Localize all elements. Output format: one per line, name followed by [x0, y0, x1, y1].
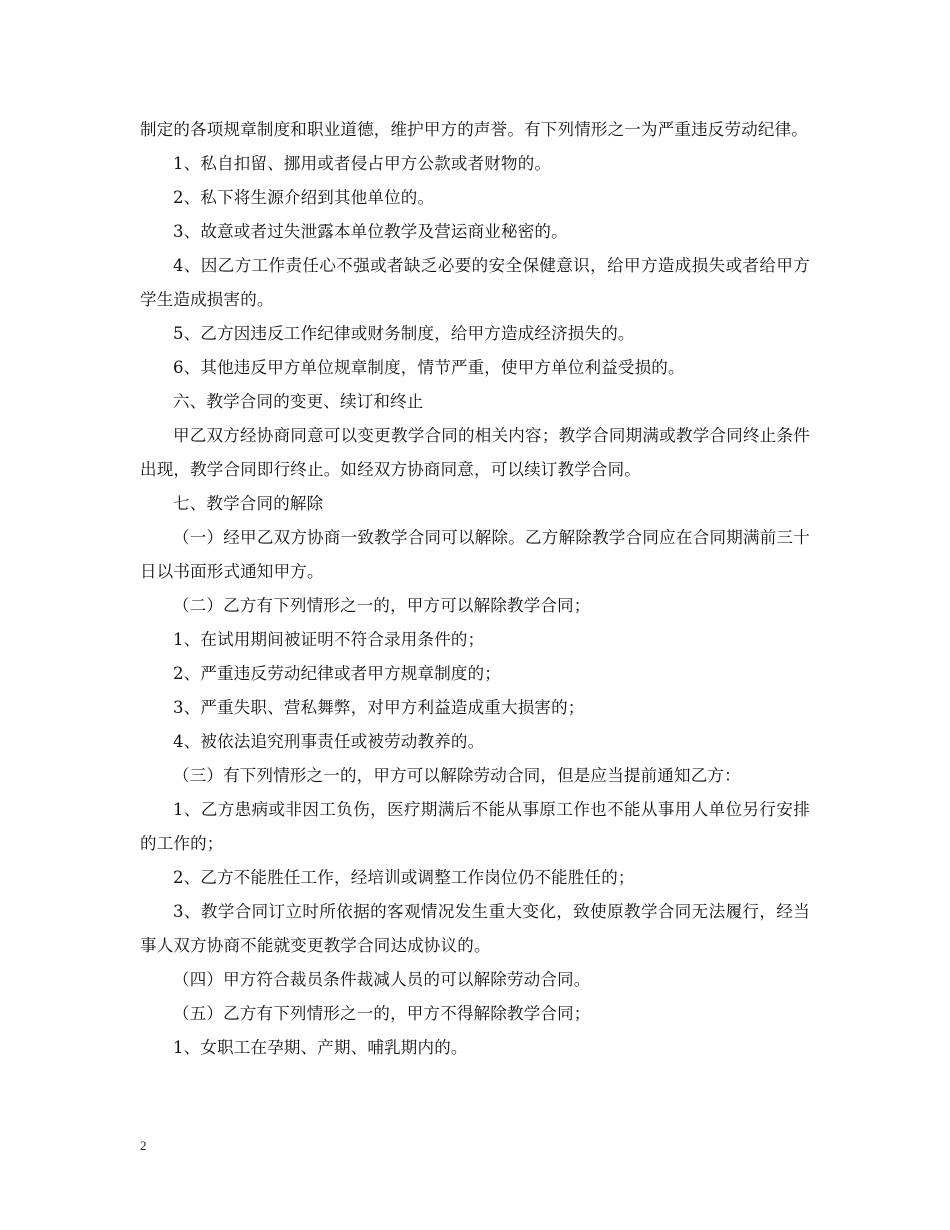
list-item: 2、乙方不能胜任工作，经培训或调整工作岗位仍不能胜任的；	[173, 868, 635, 887]
clause: （四）甲方符合裁员条件裁减人员的可以解除劳动合同。	[173, 970, 591, 989]
list-item: 1、私自扣留、挪用或者侵占甲方公款或者财物的。	[173, 154, 552, 173]
list-item: 2、私下将生源介绍到其他单位的。	[173, 188, 435, 207]
document-body	[140, 113, 810, 1065]
list-item: 1、女职工在孕期、产期、哺乳期内的。	[173, 1038, 468, 1057]
list-item: 2、严重违反劳动纪律或者甲方规章制度的；	[173, 664, 501, 683]
clause: （一）经甲乙双方协商一致教学合同可以解除。乙方解除教学合同应在合同期满前三十日以书面形式通知甲方。	[140, 528, 810, 581]
page-number: 2	[140, 1138, 147, 1153]
list-item: 1、在试用期间被证明不符合录用条件的；	[173, 630, 485, 649]
section-heading: 六、教学合同的变更、续订和终止	[173, 392, 424, 411]
list-item: 3、严重失职、营私舞弊，对甲方利益造成重大损害的；	[173, 698, 585, 717]
list-item: 1、乙方患病或非因工负伤，医疗期满后不能从事原工作也不能从事用人单位另行安排的工作的；	[140, 800, 810, 853]
list-item: 4、因乙方工作责任心不强或者缺乏必要的安全保健意识，给甲方造成损失或者给甲方学生造成损害的。	[140, 256, 810, 309]
section-heading: 七、教学合同的解除	[173, 494, 324, 513]
clause: （三）有下列情形之一的，甲方可以解除劳动合同，但是应当提前通知乙方：	[173, 766, 741, 785]
paragraph: 甲乙双方经协商同意可以变更教学合同的相关内容；教学合同期满或教学合同终止条件出现，教学合同即行终止。如经双方协商同意，可以续订教学合同。	[140, 426, 810, 479]
list-item: 4、被依法追究刑事责任或被劳动教养的。	[173, 732, 485, 751]
list-item: 3、教学合同订立时所依据的客观情况发生重大变化，致使原教学合同无法履行，经当事人双方协商不能就变更教学合同达成协议的。	[140, 902, 810, 955]
list-item: 3、故意或者过失泄露本单位教学及营运商业秘密的。	[173, 222, 568, 241]
clause: （二）乙方有下列情形之一的，甲方可以解除教学合同；	[173, 596, 591, 615]
list-item: 6、其他违反甲方单位规章制度，情节严重，使甲方单位利益受损的。	[173, 358, 685, 377]
paragraph: 制定的各项规章制度和职业道德，维护甲方的声誉。有下列情形之一为严重违反劳动纪律。	[140, 120, 808, 139]
clause: （五）乙方有下列情形之一的，甲方不得解除教学合同；	[173, 1004, 591, 1023]
list-item: 5、乙方因违反工作纪律或财务制度，给甲方造成经济损失的。	[173, 324, 635, 343]
